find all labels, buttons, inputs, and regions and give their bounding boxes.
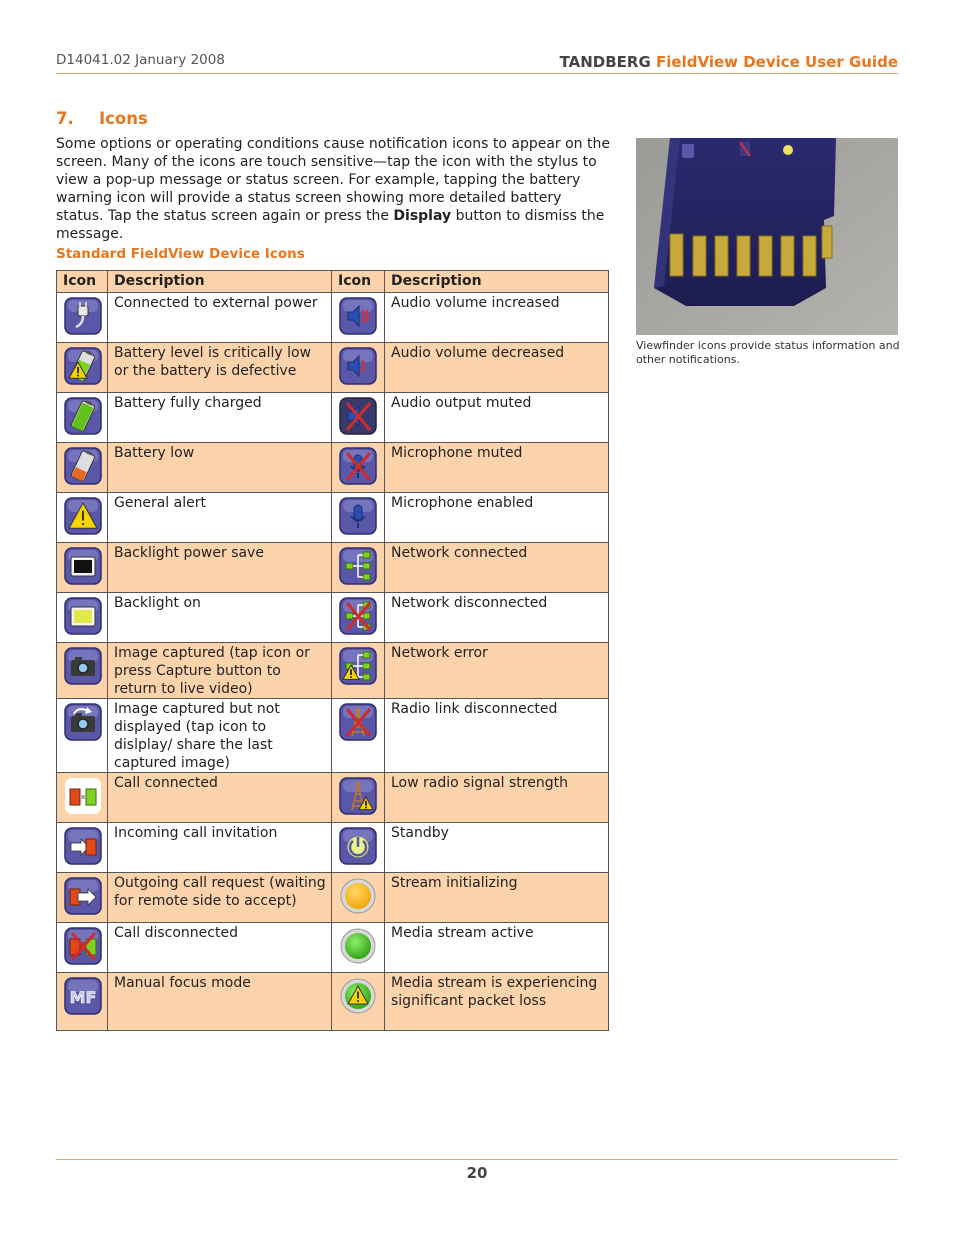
- description-cell: Audio volume decreased: [385, 343, 609, 393]
- icon-cell: [57, 543, 108, 593]
- radio-low-icon: [339, 777, 377, 815]
- table-heading: Standard FieldView Device Icons: [56, 246, 305, 262]
- section-heading: [56, 109, 148, 128]
- photo-caption: Viewfinder icons provide status information and other notifications.: [636, 339, 900, 366]
- description-cell: Call connected: [108, 773, 332, 823]
- battery-low-icon: [64, 447, 102, 485]
- description-cell: Image captured (tap icon or press Capture button to return to live video): [108, 643, 332, 699]
- icon-cell: [332, 443, 385, 493]
- stream-init-icon: [339, 877, 377, 915]
- battery-alert-icon: [64, 347, 102, 385]
- incoming-call-icon: [64, 827, 102, 865]
- battery-full-icon: [64, 397, 102, 435]
- icon-cell: [332, 343, 385, 393]
- description-cell: Call disconnected: [108, 923, 332, 973]
- icon-cell: [57, 293, 108, 343]
- description-cell: Network disconnected: [385, 593, 609, 643]
- description-cell: Backlight power save: [108, 543, 332, 593]
- network-disconnected-icon: [339, 597, 377, 635]
- icon-cell: [332, 393, 385, 443]
- table-row: [57, 923, 609, 973]
- outgoing-call-icon: [64, 877, 102, 915]
- table-row: [57, 699, 609, 773]
- call-connected-icon: [64, 777, 102, 815]
- description-cell: Radio link disconnected: [385, 699, 609, 773]
- audio-muted-icon: [339, 397, 377, 435]
- col-description-header: Description: [108, 271, 332, 293]
- header-rule: [56, 73, 898, 74]
- power-plug-icon: [64, 297, 102, 335]
- section-number: 7.: [56, 109, 74, 128]
- table-row: [57, 443, 609, 493]
- description-cell: Audio volume increased: [385, 293, 609, 343]
- stream-active-icon: [339, 927, 377, 965]
- icons-table: [56, 270, 609, 1031]
- camera-share-icon: [64, 703, 102, 741]
- description-cell: Microphone muted: [385, 443, 609, 493]
- description-cell: Image captured but not displayed (tap icon to dislplay/ share the last captured image): [108, 699, 332, 773]
- table-row: [57, 973, 609, 1031]
- radio-disconnected-icon: [339, 703, 377, 741]
- icon-cell: [332, 873, 385, 923]
- icon-cell: [332, 493, 385, 543]
- page-number: 20: [466, 1164, 488, 1182]
- section-title: Icons: [99, 109, 148, 128]
- doc-id: D14041.02 January 2008: [56, 52, 225, 68]
- svg-text:MF: MF: [69, 988, 97, 1007]
- description-cell: Connected to external power: [108, 293, 332, 343]
- stream-loss-icon: [339, 977, 377, 1015]
- description-cell: Manual focus mode: [108, 973, 332, 1031]
- intro-text: Some options or operating conditions cause notification icons to appear on the screen. Many of the icons are touch sensitive—tap the icon with the stylus to view a pop-up message or status screen. For example, tapping the battery warning icon will provide a status screen showing more detailed battery status. Tap the status screen again or press the: [56, 136, 610, 224]
- description-cell: Microphone enabled: [385, 493, 609, 543]
- col-description-header: Description: [385, 271, 609, 293]
- description-cell: Battery level is critically low or the battery is defective: [108, 343, 332, 393]
- description-cell: Outgoing call request (waiting for remote side to accept): [108, 873, 332, 923]
- mic-muted-icon: [339, 447, 377, 485]
- backlight-save-icon: [64, 547, 102, 585]
- icon-cell: [57, 393, 108, 443]
- icon-cell: [332, 593, 385, 643]
- icon-cell: [57, 343, 108, 393]
- description-cell: Media stream is experiencing significant packet loss: [385, 973, 609, 1031]
- table-row: [57, 773, 609, 823]
- description-cell: General alert: [108, 493, 332, 543]
- icon-cell: [57, 443, 108, 493]
- description-cell: Network error: [385, 643, 609, 699]
- col-icon-header: Icon: [57, 271, 108, 293]
- brand-name: TANDBERG: [559, 53, 651, 71]
- description-cell: Battery fully charged: [108, 393, 332, 443]
- description-cell: Backlight on: [108, 593, 332, 643]
- table-row: [57, 393, 609, 443]
- description-cell: Incoming call invitation: [108, 823, 332, 873]
- description-cell: Low radio signal strength: [385, 773, 609, 823]
- table-row: [57, 293, 609, 343]
- description-cell: Audio output muted: [385, 393, 609, 443]
- volume-down-icon: [339, 347, 377, 385]
- footer-rule: [56, 1159, 898, 1160]
- icon-cell: [332, 773, 385, 823]
- viewfinder-photo: [636, 138, 898, 335]
- product-title: FieldView Device User Guide: [656, 53, 898, 71]
- icon-cell: [57, 699, 108, 773]
- icon-cell: [57, 873, 108, 923]
- intro-paragraph: [56, 135, 612, 243]
- icon-cell: [332, 543, 385, 593]
- table-row: [57, 343, 609, 393]
- icon-cell: [332, 823, 385, 873]
- icon-cell: [57, 923, 108, 973]
- table-row: [57, 873, 609, 923]
- intro-bold-keyword: Display: [393, 208, 452, 224]
- network-error-icon: [339, 647, 377, 685]
- general-alert-icon: [64, 497, 102, 535]
- icon-cell: [57, 593, 108, 643]
- mic-enabled-icon: [339, 497, 377, 535]
- table-row: [57, 823, 609, 873]
- intro-text-end: button to dismiss the message.: [56, 208, 605, 242]
- icon-cell: [332, 643, 385, 699]
- guide-title: [560, 53, 898, 71]
- icon-cell: [332, 699, 385, 773]
- volume-up-icon: [339, 297, 377, 335]
- manual-focus-icon: [64, 977, 102, 1015]
- table-row: [57, 593, 609, 643]
- icon-cell: [57, 493, 108, 543]
- icon-cell: [57, 643, 108, 699]
- description-cell: Media stream active: [385, 923, 609, 973]
- description-cell: Network connected: [385, 543, 609, 593]
- call-disconnected-icon: [64, 927, 102, 965]
- standby-icon: [339, 827, 377, 865]
- icon-cell: [57, 973, 108, 1031]
- camera-icon: [64, 647, 102, 685]
- icon-cell: [332, 923, 385, 973]
- backlight-on-icon: [64, 597, 102, 635]
- description-cell: Battery low: [108, 443, 332, 493]
- icon-cell: [332, 293, 385, 343]
- network-connected-icon: [339, 547, 377, 585]
- table-row: [57, 543, 609, 593]
- table-row: [57, 493, 609, 543]
- description-cell: Stream initializing: [385, 873, 609, 923]
- col-icon-header: Icon: [332, 271, 385, 293]
- icon-cell: [57, 773, 108, 823]
- icon-cell: [57, 823, 108, 873]
- description-cell: Standby: [385, 823, 609, 873]
- table-header-row: [57, 271, 609, 293]
- icon-cell: [332, 973, 385, 1031]
- table-row: [57, 643, 609, 699]
